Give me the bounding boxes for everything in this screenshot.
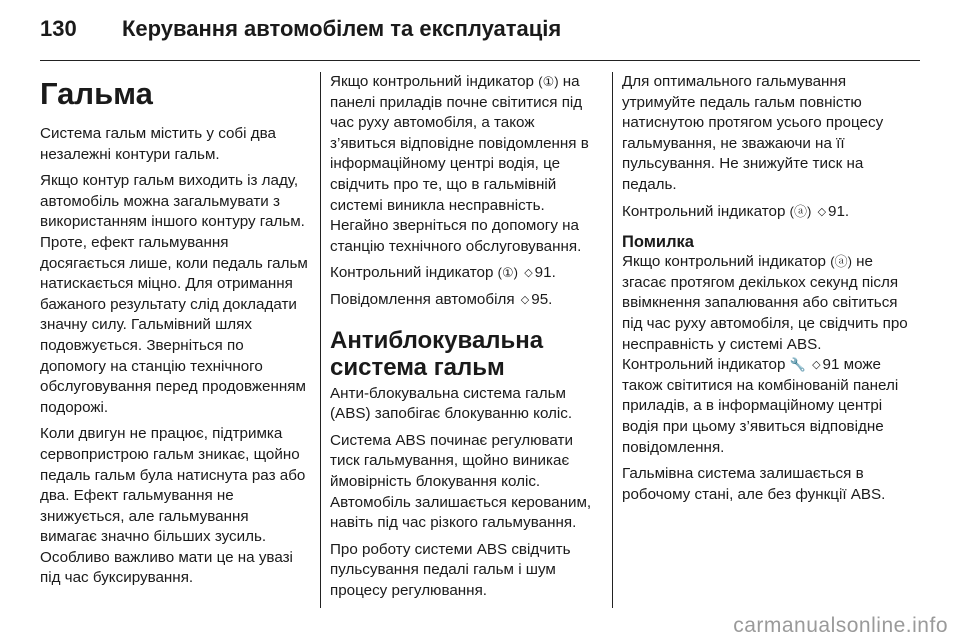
- wrench-icon: 🔧: [789, 357, 806, 373]
- paragraph: [330, 290, 604, 311]
- text: Якщо контрольний індикатор: [330, 73, 534, 90]
- page-ref: 95.: [531, 290, 553, 308]
- header-rule: [40, 60, 920, 61]
- paragraph: [622, 252, 908, 458]
- column-1: [40, 72, 308, 595]
- page-ref-arrow-icon: ◇: [520, 293, 530, 306]
- paragraph: Якщо контур гальм виходить із ладу, автомобіль можна загальмувати з використанням іншого контуру гальм. Проте, ефект гальмування досягається лише, коли педаль гальм натискається міцно. Для отримання бажаного результату слід докладати значну силу. Гальмівний шлях подовжується. Зверніться по допомогу на станцію технічного обслуговування перед продовженням подорожі.: [40, 172, 308, 416]
- page-ref-arrow-icon: ◇: [812, 359, 821, 372]
- column-divider-2: [612, 72, 613, 608]
- page-ref-arrow-icon: ◇: [817, 205, 827, 218]
- page-header: [40, 16, 561, 46]
- paragraph: Гальмівна система залишається в робочому стані, але без функції ABS.: [622, 465, 886, 503]
- text: на панелі приладів почне світитися під час руху автомобіля, а також з’явиться відповідне повідомлення в інформаційному центрі водія, це свідчить про те, що в гальмівній системі виникла несправність. Негайно зверніться по допомогу на станцію технічного обслуговування.: [330, 73, 589, 255]
- paragraph: Система ABS починає регулювати тиск гальмування, щойно виникає ймовірність блокування коліс. Автомобіль залишається керованим, навіть під час різкого гальмування.: [330, 431, 592, 532]
- paragraph: Коли двигун не працює, підтримка сервопристрою гальм зникає, щойно педаль гальм була натиснута раз або два. Ефект гальмування не знижується, але гальмування вимагає значно більших зусиль. Особливо важливо мати це на увазі під час буксирування.: [40, 425, 306, 587]
- section-heading-abs: Антиблокувальна система гальм: [330, 326, 544, 381]
- paragraph: [330, 263, 604, 284]
- page-ref: 91.: [534, 264, 556, 282]
- abs-warning-icon: (ⓐ): [789, 203, 812, 219]
- paragraph: Система гальм містить у собі два незалежні контури гальм.: [40, 125, 276, 163]
- abs-warning-icon: (ⓐ): [830, 254, 852, 270]
- text: не згасає протягом декількох секунд після ввімкнення запалювання або світиться під час руху автомобіля, це свідчить про несправність у системі ABS. Контрольний індикатор: [622, 253, 908, 374]
- text: 91 може також світитися на комбінованій панелі приладів, а в інформаційному центрі водія при цьому з’явиться відповідне повідомлення.: [622, 356, 899, 456]
- page-ref-arrow-icon: ◇: [524, 267, 533, 280]
- subheading-error: Помилка: [622, 233, 694, 252]
- text: Контрольний індикатор: [330, 264, 494, 282]
- column-3: [622, 72, 908, 511]
- page-number: 130: [40, 16, 77, 41]
- paragraph: Про роботу системи ABS свідчить пульсування педалі гальм і шум процесу регулювання.: [330, 540, 571, 599]
- text: Контрольний індикатор: [622, 202, 786, 220]
- column-2: [330, 72, 604, 607]
- paragraph: Анти-блокувальна система гальм (ABS) запобігає блокуванню коліс.: [330, 384, 573, 423]
- text: Повідомлення автомобіля: [330, 290, 515, 308]
- paragraph: [330, 72, 604, 257]
- text: Якщо контрольний індикатор: [622, 253, 826, 271]
- brake-warning-icon: (①): [538, 74, 559, 89]
- brake-warning-icon: (①): [497, 265, 518, 281]
- running-title: Керування автомобілем та експлуатація: [122, 16, 562, 41]
- page-ref: 91.: [828, 202, 850, 220]
- paragraph: [622, 202, 908, 223]
- section-heading-brakes: Гальма: [40, 76, 153, 111]
- watermark: carmanualsonline.info: [733, 614, 948, 637]
- column-divider-1: [320, 72, 321, 608]
- paragraph: Для оптимального гальмування утримуйте педаль гальм повністю натиснутою протягом усього процесу гальмування, не зважаючи на її пульсування. Не знижуйте тиск на педаль.: [622, 73, 884, 193]
